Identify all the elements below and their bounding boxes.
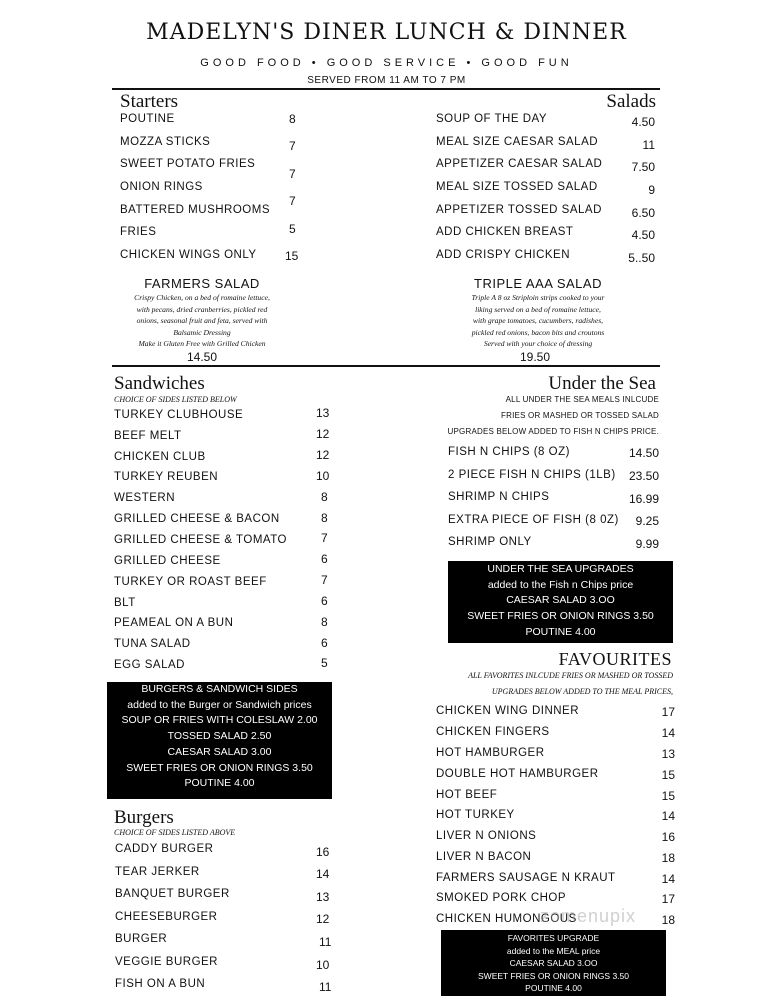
menu-item-price: 7 — [321, 531, 328, 545]
box-line: SWEET FRIES OR ONION RINGS 3.50 — [467, 610, 654, 623]
box-line: POUTINE 4.00 — [525, 983, 582, 994]
menu-item-name: FRIES — [120, 226, 157, 238]
description-line: Triple A 8 oz Striploin strips cooked to your — [471, 293, 605, 302]
menu-item-name: HOT TURKEY — [436, 809, 515, 821]
menu-item-price: 11 — [319, 980, 332, 994]
menu-item-price: 6 — [321, 636, 328, 650]
menu-item-price: 6 — [321, 552, 328, 566]
menu-item-name: GRILLED CHEESE — [114, 555, 221, 567]
menu-item-price: 14 — [316, 867, 330, 881]
page-title: MADELYN'S DINER LUNCH & DINNER — [146, 20, 627, 45]
menu-item-price: 15 — [661, 789, 675, 803]
menu-item-name: HOT HAMBURGER — [436, 747, 545, 759]
menu-item-name: BEEF MELT — [114, 430, 182, 442]
menu-item-name: BANQUET BURGER — [115, 888, 230, 900]
sea-note: FRIES OR MASHED OR TOSSED SALAD — [501, 411, 659, 420]
description-line: Crispy Chicken, on a bed of romaine lettuce, — [134, 293, 270, 302]
menu-item-price: 12 — [316, 448, 330, 462]
menu-item-price: 10 — [316, 469, 330, 483]
menu-item-name: BURGER — [115, 933, 168, 945]
menu-item-name: ONION RINGS — [120, 181, 203, 193]
menu-item-price: 7 — [289, 139, 296, 153]
menu-item-name: TURKEY REUBEN — [114, 471, 219, 483]
menu-item-price: 9.25 — [635, 514, 659, 528]
menu-item-price: 13 — [316, 890, 330, 904]
box-line: CAESAR SALAD 3.OO — [506, 594, 615, 607]
menu-item-name: CHICKEN WING DINNER — [436, 705, 580, 717]
description-line: pickled red onions, bacon bits and croutons — [471, 327, 605, 337]
farmers-salad-name: FARMERS SALAD — [144, 276, 260, 291]
burger-sides-box — [107, 682, 332, 799]
menu-item-price: 8 — [289, 112, 296, 126]
box-line: CAESAR SALAD 3.OO — [509, 958, 598, 969]
box-line: POUTINE 4.00 — [525, 625, 596, 638]
menu-item-price: 23.50 — [628, 469, 659, 483]
menu-item-name: MEAL SIZE CAESAR SALAD — [436, 136, 599, 148]
sea-note: UPGRADES BELOW ADDED TO FISH N CHIPS PRICE. — [447, 427, 659, 436]
watermark: zomenupix — [540, 906, 637, 926]
menu-item-price: 17 — [661, 705, 675, 719]
box-line: SOUP OR FRIES WITH COLESLAW 2.00 — [121, 714, 318, 727]
menu-item-price: 7 — [321, 573, 328, 587]
menu-item-name: APPETIZER TOSSED SALAD — [436, 204, 602, 216]
triple-salad-name: TRIPLE AAA SALAD — [474, 276, 602, 291]
box-line: TOSSED SALAD 2.50 — [167, 730, 272, 743]
box-line: POUTINE 4.00 — [184, 777, 255, 790]
box-line: SWEET FRIES OR ONION RINGS 3.50 — [478, 970, 629, 981]
menu-item-name: GRILLED CHEESE & BACON — [114, 513, 280, 525]
menu-item-name: CHICKEN CLUB — [114, 451, 206, 463]
description-line: Make it Gluten Free with Grilled Chicken — [138, 339, 266, 348]
menu-item-price: 16 — [661, 830, 675, 844]
menu-item-price: 10 — [316, 958, 330, 972]
menu-item-name: EGG SALAD — [114, 659, 185, 671]
favourites-heading: FAVOURITES — [558, 649, 672, 669]
menu-item-price: 5 — [289, 222, 296, 236]
under-the-sea-heading: Under the Sea — [548, 373, 656, 394]
menu-item-name: LIVER N BACON — [436, 851, 532, 863]
menu-item-name: EXTRA PIECE OF FISH (8 0Z) — [448, 514, 619, 526]
menu-item-price: 6.50 — [631, 206, 655, 220]
menu-item-name: SWEET POTATO FRIES — [120, 158, 256, 170]
menu-item-name: CHICKEN FINGERS — [436, 726, 550, 738]
menu-item-price: 5 — [321, 656, 328, 670]
menu-item-name: BLT — [114, 597, 136, 609]
menu-item-name: LIVER N ONIONS — [436, 830, 537, 842]
favourites-note: UPGRADES BELOW ADDED TO THE MEAL PRICES, — [491, 687, 673, 696]
menu-item-price: 16.99 — [628, 492, 659, 506]
starters-heading: Starters — [120, 91, 179, 112]
menu-item-name: CHICKEN WINGS ONLY — [120, 249, 257, 261]
menu-item-price: 4.50 — [631, 115, 655, 129]
menu-item-name: SHRIMP ONLY — [448, 536, 532, 548]
sandwiches-note: CHOICE OF SIDES LISTED BELOW — [114, 395, 237, 404]
menu-item-price: 7.50 — [631, 160, 655, 174]
menu-item-name: WESTERN — [114, 492, 175, 504]
menu-item-price: 5..50 — [628, 251, 655, 265]
menu-item-price: 15 — [661, 768, 675, 782]
menu-item-name: SOUP OF THE DAY — [436, 113, 548, 125]
menu-item-name: HOT BEEF — [436, 789, 498, 801]
menu-item-name: FARMERS SAUSAGE N KRAUT — [436, 872, 616, 884]
box-line: added to the MEAL price — [506, 945, 601, 956]
menu-item-name: GRILLED CHEESE & TOMATO — [114, 534, 287, 546]
menu-item-price: 4.50 — [631, 228, 655, 242]
farmers-salad-price: 14.50 — [187, 350, 218, 364]
menu-item-name: FISH N CHIPS (8 OZ) — [448, 446, 570, 458]
menu-item-price: 13 — [316, 406, 330, 420]
triple-salad-price: 19.50 — [520, 350, 551, 364]
box-line: added to the Fish n Chips price — [487, 578, 634, 591]
menu-item-price: 8 — [321, 490, 328, 504]
menu-item-price: 7 — [289, 194, 296, 208]
description-line: with pecans, dried cranberries, pickled red — [136, 304, 268, 314]
sea-note: ALL UNDER THE SEA MEALS INLCUDE — [505, 395, 659, 404]
serving-hours: SERVED FROM 11 AM TO 7 PM — [307, 75, 466, 86]
box-line: SWEET FRIES OR ONION RINGS 3.50 — [126, 761, 313, 774]
menu-item-name: DOUBLE HOT HAMBURGER — [436, 768, 599, 780]
header-divider — [112, 88, 660, 90]
menu-item-price: 9.99 — [635, 537, 659, 551]
menu-item-price: 7 — [289, 167, 296, 181]
menu-item-name: TURKEY CLUBHOUSE — [114, 409, 244, 421]
salads-heading: Salads — [606, 91, 656, 112]
menu-item-price: 13 — [661, 747, 675, 761]
tagline: GOOD FOOD • GOOD SERVICE • GOOD FUN — [200, 57, 573, 69]
menu-item-name: PEAMEAL ON A BUN — [114, 617, 234, 629]
box-line: BURGERS & SANDWICH SIDES — [141, 683, 298, 695]
menu-item-price: 9 — [648, 183, 655, 197]
menu-item-price: 17 — [661, 892, 675, 906]
burgers-heading: Burgers — [114, 807, 174, 828]
menu-item-name: CHICKEN HUMONGOUS — [436, 913, 577, 925]
menu-item-name: TUNA SALAD — [114, 638, 191, 650]
favourites-note: ALL FAVORITES INLCUDE FRIES OR MASHED OR TOSSED — [468, 671, 673, 680]
menu-item-name: APPETIZER CAESAR SALAD — [436, 158, 603, 170]
menu-item-price: 18 — [661, 913, 675, 927]
description-line: Balsamic Dressing — [173, 327, 231, 337]
menu-item-price: 6 — [321, 594, 328, 608]
triple-salad-description — [448, 292, 628, 350]
menu-item-name: ADD CRISPY CHICKEN — [436, 249, 571, 261]
menu-item-price: 8 — [321, 511, 328, 525]
menu-item-name: CHEESEBURGER — [115, 911, 218, 923]
sandwiches-heading: Sandwiches — [114, 373, 205, 394]
menu-item-price: 11 — [319, 935, 332, 949]
menu-item-name: TURKEY OR ROAST BEEF — [114, 576, 267, 588]
description-line: Served with your choice of dressing — [483, 339, 593, 348]
menu-item-price: 8 — [321, 615, 328, 629]
menu-item-price: 14 — [661, 809, 675, 823]
menu-item-price: 14.50 — [628, 446, 659, 460]
box-line: CAESAR SALAD 3.00 — [167, 745, 272, 758]
menu-item-price: 12 — [316, 912, 330, 926]
box-line: added to the Burger or Sandwich prices — [127, 698, 312, 711]
box-line: UNDER THE SEA UPGRADES — [487, 563, 634, 575]
menu-item-name: MOZZA STICKS — [120, 136, 211, 148]
menu-item-name: SMOKED PORK CHOP — [436, 892, 567, 904]
menu-item-name: ADD CHICKEN BREAST — [436, 226, 574, 238]
description-line: liking served on a bed of romaine lettuce, — [475, 304, 601, 314]
description-line: with grape tomatoes, cucumbers, radishes, — [472, 316, 604, 325]
menu-item-price: 14 — [661, 872, 675, 886]
description-line: onions, seasonal fruit and feta, served with — [136, 316, 268, 325]
menu-item-price: 11 — [642, 138, 655, 152]
menu-item-name: CADDY BURGER — [115, 843, 214, 855]
menu-item-name: VEGGIE BURGER — [115, 956, 218, 968]
menu-item-name: FISH ON A BUN — [115, 978, 206, 990]
section-divider — [112, 365, 660, 367]
menu-item-name: BATTERED MUSHROOMS — [120, 204, 270, 216]
farmers-salad-description — [112, 292, 292, 350]
menu-item-name: MEAL SIZE TOSSED SALAD — [436, 181, 598, 193]
menu-item-name: 2 PIECE FISH N CHIPS (1LB) — [448, 469, 616, 481]
menu-item-price: 15 — [285, 249, 299, 263]
menu-item-name: TEAR JERKER — [115, 866, 200, 878]
menu-item-price: 12 — [316, 427, 330, 441]
box-line: FAVORITES UPGRADE — [507, 933, 600, 943]
burgers-note: CHOICE OF SIDES LISTED ABOVE — [114, 828, 236, 837]
menu-item-name: SHRIMP N CHIPS — [448, 491, 550, 503]
menu-item-name: POUTINE — [120, 113, 175, 125]
sea-upgrades-box — [448, 561, 673, 643]
menu-item-price: 16 — [316, 845, 330, 859]
favorites-upgrade-box — [441, 930, 666, 996]
menu-item-price: 14 — [661, 726, 675, 740]
menu-item-price: 18 — [661, 851, 675, 865]
